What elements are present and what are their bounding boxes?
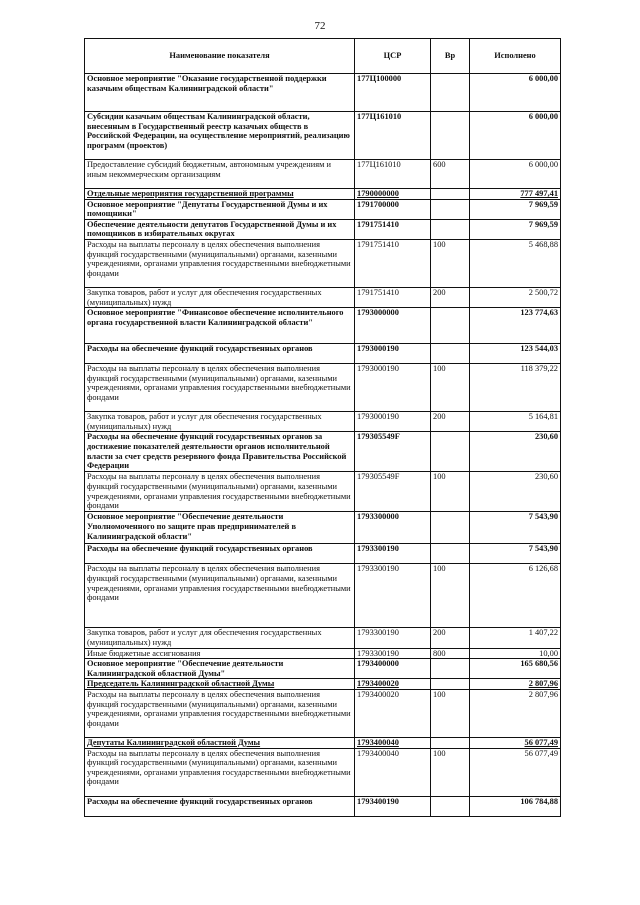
row-name-cell: Расходы на выплаты персоналу в целях обеспечения выполнения функций государственными (муниципальными) органами, казенными учреждениями, органами управления государственными внебюджетными фондами <box>85 689 355 737</box>
row-vr-cell: 600 <box>431 160 470 189</box>
row-csr-cell: 1793400020 <box>355 689 431 737</box>
row-csr-cell: 1793300190 <box>355 544 431 564</box>
row-vr-cell <box>431 308 470 344</box>
row-vr-cell <box>431 512 470 544</box>
row-csr-cell: 1793400000 <box>355 659 431 679</box>
row-name-cell: Закупка товаров, работ и услуг для обеспечения государственных (муниципальных) нужд <box>85 412 355 432</box>
table-row <box>85 308 561 344</box>
row-name-cell: Субсидии казачьим обществам Калининградской области, внесенным в Государственный реестр казачьих обществ в Российской Федерации, на осуществление мероприятий, реализацию программ (проектов) <box>85 112 355 160</box>
row-name-cell: Расходы на выплаты персоналу в целях обеспечения выполнения функций государственными (муниципальными) органами, казенными учреждениями, органами управления государственными внебюджетными фондами <box>85 564 355 628</box>
row-vr-cell: 100 <box>431 689 470 737</box>
row-csr-cell: 1793000000 <box>355 308 431 344</box>
table-row <box>85 74 561 112</box>
row-name-cell: Расходы на выплаты персоналу в целях обеспечения выполнения функций государственными (муниципальными) органами, казенными учреждениями, органами управления государственными внебюджетными фондами <box>85 748 355 796</box>
row-csr-cell: 179305549F <box>355 432 431 472</box>
table-row <box>85 219 561 239</box>
row-vr-cell <box>431 659 470 679</box>
table-row <box>85 512 561 544</box>
row-amount-cell: 123 544,03 <box>470 344 561 364</box>
row-amount-cell: 165 680,56 <box>470 659 561 679</box>
row-name-cell: Закупка товаров, работ и услуг для обеспечения государственных (муниципальных) нужд <box>85 287 355 307</box>
budget-execution-table <box>84 38 561 817</box>
row-amount-cell: 2 807,96 <box>470 689 561 737</box>
table-row <box>85 412 561 432</box>
row-vr-cell <box>431 737 470 748</box>
column-header-vr: Вр <box>431 39 470 74</box>
table-row <box>85 344 561 364</box>
row-amount-cell: 7 969,59 <box>470 219 561 239</box>
row-vr-cell <box>431 189 470 200</box>
row-vr-cell <box>431 199 470 219</box>
row-csr-cell: 1793400040 <box>355 737 431 748</box>
table-row <box>85 472 561 512</box>
row-name-cell: Основное мероприятие "Финансовое обеспечение исполнительного органа государственной власти Калининградской области" <box>85 308 355 344</box>
row-vr-cell: 100 <box>431 472 470 512</box>
row-csr-cell: 1793400190 <box>355 796 431 816</box>
row-vr-cell: 800 <box>431 648 470 659</box>
row-amount-cell: 6 000,00 <box>470 112 561 160</box>
table-row <box>85 364 561 412</box>
row-csr-cell: 1793300190 <box>355 628 431 648</box>
row-amount-cell: 5 164,81 <box>470 412 561 432</box>
row-name-cell: Депутаты Калининградской областной Думы <box>85 737 355 748</box>
table-row <box>85 432 561 472</box>
row-csr-cell: 1790000000 <box>355 189 431 200</box>
row-name-cell: Расходы на выплаты персоналу в целях обеспечения выполнения функций государственными (муниципальными) органами, казенными учреждениями, органами управления государственными внебюджетными фондами <box>85 472 355 512</box>
row-amount-cell: 7 543,90 <box>470 544 561 564</box>
row-csr-cell: 177Ц100000 <box>355 74 431 112</box>
row-amount-cell: 2 807,96 <box>470 679 561 690</box>
row-csr-cell: 177Ц161010 <box>355 160 431 189</box>
row-amount-cell: 6 126,68 <box>470 564 561 628</box>
row-csr-cell: 1791751410 <box>355 219 431 239</box>
table-row <box>85 648 561 659</box>
table-row <box>85 628 561 648</box>
row-csr-cell: 1793300190 <box>355 648 431 659</box>
row-vr-cell <box>431 679 470 690</box>
row-amount-cell: 118 379,22 <box>470 364 561 412</box>
row-name-cell: Основное мероприятие "Обеспечение деятельности Калининградской областной Думы" <box>85 659 355 679</box>
column-header-name: Наименование показателя <box>85 39 355 74</box>
row-vr-cell <box>431 432 470 472</box>
table-row <box>85 659 561 679</box>
row-name-cell: Предоставление субсидий бюджетным, автономным учреждениям и иным некоммерческим организациям <box>85 160 355 189</box>
page-number: 72 <box>314 20 326 32</box>
row-vr-cell <box>431 74 470 112</box>
row-name-cell: Обеспечение деятельности депутатов Государственной Думы и их помощников в избирательных округах <box>85 219 355 239</box>
row-csr-cell: 177Ц161010 <box>355 112 431 160</box>
row-vr-cell: 200 <box>431 287 470 307</box>
row-vr-cell: 100 <box>431 564 470 628</box>
row-csr-cell: 1793400020 <box>355 679 431 690</box>
table-row <box>85 287 561 307</box>
row-name-cell: Расходы на обеспечение функций государственных органов за достижение показателей деятельности органов исполнительной власти за счет средств резервного фонда Правительства Российской Федерации <box>85 432 355 472</box>
table-row <box>85 199 561 219</box>
row-amount-cell: 7 969,59 <box>470 199 561 219</box>
table-row <box>85 748 561 796</box>
table-row <box>85 796 561 816</box>
column-header-amount: Исполнено <box>470 39 561 74</box>
row-csr-cell: 1793400040 <box>355 748 431 796</box>
table-row <box>85 564 561 628</box>
table-row <box>85 239 561 287</box>
row-name-cell: Расходы на обеспечение функций государственных органов <box>85 344 355 364</box>
row-name-cell: Расходы на выплаты персоналу в целях обеспечения выполнения функций государственными (муниципальными) органами, казенными учреждениями, органами управления государственными внебюджетными фондами <box>85 364 355 412</box>
row-name-cell: Закупка товаров, работ и услуг для обеспечения государственных (муниципальных) нужд <box>85 628 355 648</box>
row-amount-cell: 5 468,88 <box>470 239 561 287</box>
table-row <box>85 737 561 748</box>
table-row <box>85 160 561 189</box>
row-vr-cell: 200 <box>431 628 470 648</box>
table-header-row <box>85 39 561 74</box>
row-amount-cell: 7 543,90 <box>470 512 561 544</box>
row-amount-cell: 1 407,22 <box>470 628 561 648</box>
row-amount-cell: 230,60 <box>470 472 561 512</box>
row-csr-cell: 179305549F <box>355 472 431 512</box>
row-csr-cell: 1793300190 <box>355 564 431 628</box>
row-name-cell: Основное мероприятие "Депутаты Государственной Думы и их помощники" <box>85 199 355 219</box>
row-amount-cell: 106 784,88 <box>470 796 561 816</box>
row-vr-cell: 100 <box>431 239 470 287</box>
row-amount-cell: 6 000,00 <box>470 74 561 112</box>
table-row <box>85 112 561 160</box>
row-vr-cell <box>431 112 470 160</box>
row-vr-cell <box>431 544 470 564</box>
table-row <box>85 189 561 200</box>
row-name-cell: Отдельные мероприятия государственной программы <box>85 189 355 200</box>
row-amount-cell: 56 077,49 <box>470 748 561 796</box>
row-name-cell: Основное мероприятие "Обеспечение деятельности Уполномоченного по защите прав предпринимателей в Калининградской области" <box>85 512 355 544</box>
column-header-csr: ЦСР <box>355 39 431 74</box>
table-row <box>85 544 561 564</box>
row-csr-cell: 1791751410 <box>355 239 431 287</box>
row-csr-cell: 1793000190 <box>355 412 431 432</box>
row-name-cell: Иные бюджетные ассигнования <box>85 648 355 659</box>
table-row <box>85 689 561 737</box>
table-row <box>85 679 561 690</box>
row-csr-cell: 1793000190 <box>355 364 431 412</box>
row-csr-cell: 1793300000 <box>355 512 431 544</box>
row-amount-cell: 10,00 <box>470 648 561 659</box>
row-amount-cell: 230,60 <box>470 432 561 472</box>
row-csr-cell: 1791751410 <box>355 287 431 307</box>
row-amount-cell: 777 497,41 <box>470 189 561 200</box>
row-amount-cell: 123 774,63 <box>470 308 561 344</box>
row-vr-cell: 100 <box>431 364 470 412</box>
row-amount-cell: 6 000,00 <box>470 160 561 189</box>
row-name-cell: Расходы на обеспечение функций государственных органов <box>85 544 355 564</box>
row-name-cell: Расходы на обеспечение функций государственных органов <box>85 796 355 816</box>
row-csr-cell: 1791700000 <box>355 199 431 219</box>
row-amount-cell: 2 500,72 <box>470 287 561 307</box>
row-csr-cell: 1793000190 <box>355 344 431 364</box>
row-vr-cell <box>431 344 470 364</box>
row-amount-cell: 56 077,49 <box>470 737 561 748</box>
row-vr-cell <box>431 219 470 239</box>
row-vr-cell: 200 <box>431 412 470 432</box>
row-name-cell: Расходы на выплаты персоналу в целях обеспечения выполнения функций государственными (муниципальными) органами, казенными учреждениями, органами управления государственными внебюджетными фондами <box>85 239 355 287</box>
row-name-cell: Председатель Калининградской областной Думы <box>85 679 355 690</box>
row-vr-cell <box>431 796 470 816</box>
row-name-cell: Основное мероприятие "Оказание государственной поддержки казачьим обществам Калининградской области" <box>85 74 355 112</box>
row-vr-cell: 100 <box>431 748 470 796</box>
